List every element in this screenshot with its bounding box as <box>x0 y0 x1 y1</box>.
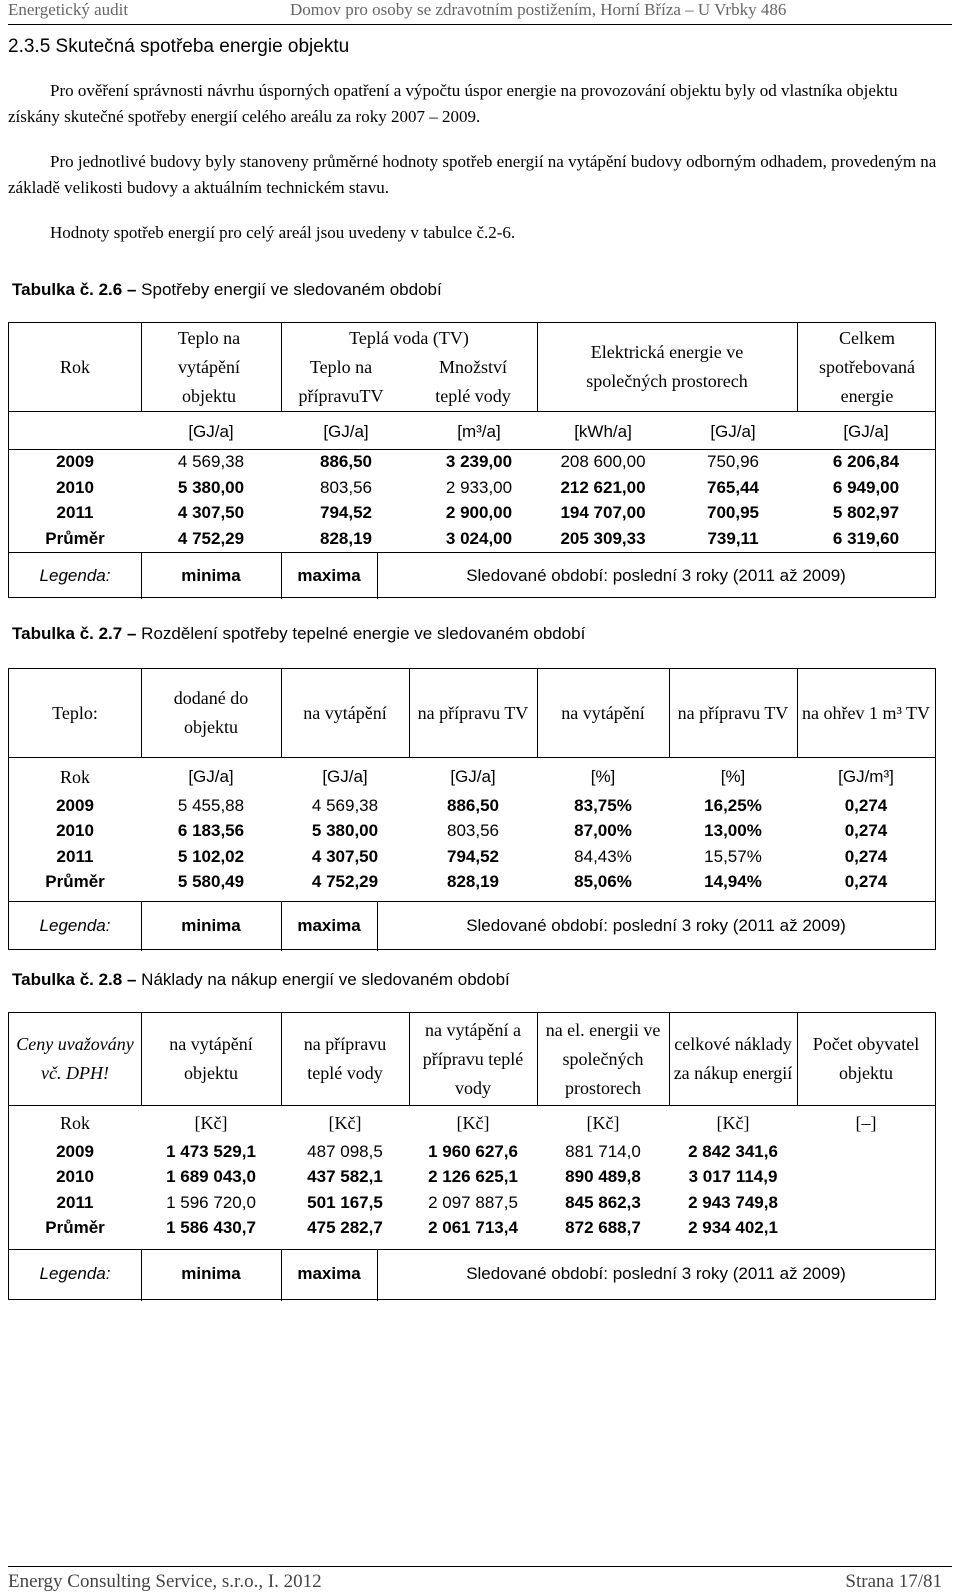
table-2-8-caption-dash: – <box>126 970 137 989</box>
unit-label: [kWh/a] <box>574 422 632 441</box>
t6-header-elektro: Elektrická energie ve společných prostorech <box>586 342 748 391</box>
table-cell: 739,11 <box>707 529 759 549</box>
table-cell: 4 307,50 <box>177 503 245 523</box>
unit-label: [Kč] <box>586 1112 620 1133</box>
table-cell: 845 862,3 <box>565 1192 641 1212</box>
unit-label: [%] <box>720 767 746 786</box>
table-cell: 2 933,00 <box>445 477 513 497</box>
column-header: na přípravu TV <box>677 702 789 723</box>
table-cell: 5 802,97 <box>832 503 900 523</box>
table-cell: 5 580,49 <box>177 872 245 892</box>
table-cell: 2 097 887,5 <box>428 1192 518 1212</box>
table-cell: 872 688,7 <box>565 1218 641 1238</box>
t7-legend-min: minima <box>181 916 241 935</box>
t7-header-rok: Rok <box>59 766 90 787</box>
table-cell: 487 098,5 <box>307 1141 383 1161</box>
table-cell: 1 473 529,1 <box>166 1141 256 1161</box>
table-cell: 205 309,33 <box>560 529 646 549</box>
row-year: 2011 <box>56 1192 94 1212</box>
unit-label: [GJ/a] <box>843 422 889 441</box>
table-cell: 828,19 <box>320 529 372 549</box>
table-cell: 794,52 <box>320 503 372 523</box>
table-2-7-caption <box>12 624 585 644</box>
table-cell: 765,44 <box>707 477 759 497</box>
table-cell: 14,94% <box>704 872 762 892</box>
column-header: celkové náklady za nákup energií <box>673 1034 793 1083</box>
t7-legend-period: Sledované období: poslední 3 roky (2011 až 2009) <box>466 916 846 935</box>
unit-label: [Kč] <box>328 1112 362 1133</box>
paragraph-3: Hodnoty spotřeb energií pro celý areál jsou uvedeny v tabulce č.2-6. <box>50 223 516 242</box>
footer-right: Strana 17/81 <box>845 1571 942 1592</box>
table-2-6-caption-text: Spotřeby energií ve sledovaném období <box>141 280 442 299</box>
footer-divider <box>8 1566 952 1567</box>
row-year: 2009 <box>56 1141 94 1161</box>
table-cell: 0,274 <box>844 795 888 815</box>
t6-header-teplo: Teplo na vytápění objektu <box>177 327 241 406</box>
row-year: Průměr <box>45 529 105 549</box>
table-cell: 6 319,60 <box>832 529 900 549</box>
unit-label: [GJ/a] <box>450 767 496 786</box>
table-cell <box>797 1139 935 1165</box>
table-cell <box>797 1165 935 1191</box>
table-cell: 1 596 720,0 <box>166 1192 256 1212</box>
t8-legend-period: Sledované období: poslední 3 roky (2011 až 2009) <box>466 1264 846 1283</box>
table-2-7-caption-number: Tabulka č. 2.7 <box>12 624 123 643</box>
t6-header-tv-priprava: Teplo na přípravuTV <box>298 357 384 406</box>
unit-label: [Kč] <box>194 1112 228 1133</box>
table-cell: 794,52 <box>447 846 499 866</box>
t6-legend-period: Sledované období: poslední 3 roky (2011 až 2009) <box>466 566 846 585</box>
row-year: Průměr <box>45 1218 105 1238</box>
paragraph-2: Pro jednotlivé budovy byly stanoveny průměrné hodnoty spotřeb energií na vytápění budovy odborným odhadem, provedeným na základě velikosti budovy a aktuálním technickém stavu. <box>8 152 937 197</box>
table-cell: 4 307,50 <box>311 846 379 866</box>
header-divider <box>8 24 952 25</box>
unit-label: [GJ/m³] <box>838 767 894 786</box>
table-cell: 803,56 <box>320 477 372 497</box>
table-cell: 5 455,88 <box>177 795 245 815</box>
unit-label: [–] <box>855 1112 877 1133</box>
table-cell: 83,75% <box>574 795 632 815</box>
t8-legend-min: minima <box>181 1264 241 1283</box>
table-2-8-caption-number: Tabulka č. 2.8 <box>12 970 123 989</box>
column-header: na ohřev 1 m³ TV <box>801 702 931 723</box>
table-2-6 <box>8 322 936 598</box>
t6-legend-max: maxima <box>297 566 361 585</box>
column-header: na přípravu TV <box>417 702 529 723</box>
table-cell: 881 714,0 <box>565 1141 641 1161</box>
table-cell: 4 569,38 <box>177 451 245 471</box>
table-cell: 437 582,1 <box>307 1167 383 1187</box>
table-cell: 2 842 341,6 <box>688 1141 778 1161</box>
column-header: dodané do objektu <box>173 688 249 737</box>
row-year: 2011 <box>56 503 94 523</box>
table-cell: 2 126 625,1 <box>428 1167 518 1187</box>
row-year: 2010 <box>56 477 94 497</box>
table-cell: 2 061 713,4 <box>428 1218 518 1238</box>
t6-header-rok: Rok <box>59 356 90 377</box>
t7-legend-label: Legenda: <box>39 916 111 935</box>
table-cell: 2 934 402,1 <box>688 1218 778 1238</box>
table-2-7-caption-text: Rozdělení spotřeby tepelné energie ve sledovaném období <box>141 624 586 643</box>
t8-header-ceny: Ceny uvažovány vč. DPH! <box>16 1034 134 1083</box>
table-cell: 208 600,00 <box>560 451 646 471</box>
column-header: na vytápění a přípravu teplé vody <box>422 1019 524 1098</box>
table-cell: 890 489,8 <box>565 1167 641 1187</box>
table-2-7-caption-dash: – <box>126 624 137 643</box>
header-left: Energetický audit <box>8 0 129 19</box>
table-cell: 13,00% <box>704 821 762 841</box>
table-2-7 <box>8 668 936 950</box>
column-header: na vytápění <box>303 702 387 723</box>
unit-label: [Kč] <box>456 1112 490 1133</box>
table-cell: 6 183,56 <box>177 821 245 841</box>
t6-legend-min: minima <box>181 566 241 585</box>
t8-legend-max: maxima <box>297 1264 361 1283</box>
table-2-8-caption <box>12 970 510 990</box>
table-cell <box>797 1190 935 1216</box>
table-cell: 828,19 <box>447 872 499 892</box>
column-header: na vytápění <box>561 702 645 723</box>
section-heading <box>8 36 349 58</box>
footer-left: Energy Consulting Service, s.r.o., I. 2012 <box>8 1571 322 1592</box>
row-year: 2009 <box>56 795 94 815</box>
unit-label: [m³/a] <box>457 422 501 441</box>
table-cell: 501 167,5 <box>307 1192 383 1212</box>
table-cell: 194 707,00 <box>560 503 646 523</box>
column-header: Počet obyvatel objektu <box>812 1034 920 1083</box>
table-2-6-caption-dash: – <box>126 280 137 299</box>
table-cell: 0,274 <box>844 821 888 841</box>
table-cell: 85,06% <box>574 872 632 892</box>
table-cell: 84,43% <box>574 846 632 866</box>
table-cell: 3 239,00 <box>445 451 513 471</box>
t7-header-teplo: Teplo: <box>52 702 98 723</box>
unit-label: [%] <box>590 767 616 786</box>
table-cell: 2 943 749,8 <box>688 1192 778 1212</box>
table-cell: 4 752,29 <box>311 872 379 892</box>
unit-label: [GJ/a] <box>710 422 756 441</box>
t8-legend-label: Legenda: <box>39 1264 111 1283</box>
table-cell: 6 949,00 <box>832 477 900 497</box>
table-cell: 803,56 <box>447 821 499 841</box>
table-cell: 1 689 043,0 <box>166 1167 256 1187</box>
row-year: 2010 <box>56 821 94 841</box>
column-header: na přípravu teplé vody <box>303 1034 387 1083</box>
unit-label: [GJ/a] <box>188 767 234 786</box>
table-cell: 886,50 <box>447 795 499 815</box>
table-cell: 15,57% <box>704 846 762 866</box>
table-cell: 6 206,84 <box>832 451 900 471</box>
unit-label: [GJ/a] <box>188 422 234 441</box>
unit-label: [GJ/a] <box>323 422 369 441</box>
row-year: Průměr <box>45 872 105 892</box>
table-cell <box>797 1216 935 1242</box>
table-2-6-caption <box>12 280 442 300</box>
table-cell: 5 380,00 <box>311 821 379 841</box>
t6-header-celkem: Celkem spotřebovaná energie <box>819 327 915 406</box>
table-cell: 3 017 114,9 <box>688 1167 778 1187</box>
table-cell: 4 752,29 <box>177 529 245 549</box>
table-cell: 5 102,02 <box>177 846 245 866</box>
t6-header-tv: Teplá voda (TV) <box>349 327 469 348</box>
unit-label: [Kč] <box>716 1112 750 1133</box>
section-title: Skutečná spotřeba energie objektu <box>55 36 350 57</box>
row-year: 2010 <box>56 1167 94 1187</box>
table-cell: 750,96 <box>707 451 759 471</box>
t8-header-rok: Rok <box>59 1112 90 1133</box>
table-2-6-caption-number: Tabulka č. 2.6 <box>12 280 123 299</box>
table-2-8 <box>8 1012 936 1300</box>
paragraph-1: Pro ověření správnosti návrhu úsporných opatření a výpočtu úspor energie na provozování objektu byly od vlastníka objektu získány skutečné spotřeby energií celého areálu za roky 2007 – 2009. <box>8 81 898 126</box>
section-number: 2.3.5 <box>8 36 51 57</box>
table-cell: 700,95 <box>707 503 759 523</box>
table-cell: 2 900,00 <box>445 503 513 523</box>
table-cell: 0,274 <box>844 846 888 866</box>
t7-legend-max: maxima <box>297 916 361 935</box>
t6-legend-label: Legenda: <box>39 566 111 585</box>
table-cell: 886,50 <box>320 451 372 471</box>
row-year: 2009 <box>56 451 94 471</box>
t6-header-tv-mnozstvi: Množství teplé vody <box>435 357 511 406</box>
row-year: 2011 <box>56 846 94 866</box>
table-cell: 3 024,00 <box>445 529 513 549</box>
table-cell: 87,00% <box>574 821 632 841</box>
table-cell: 475 282,7 <box>307 1218 383 1238</box>
column-header: na vytápění objektu <box>169 1034 253 1083</box>
table-cell: 0,274 <box>844 872 888 892</box>
table-cell: 1 960 627,6 <box>428 1141 518 1161</box>
table-cell: 1 586 430,7 <box>166 1218 256 1238</box>
table-2-8-caption-text: Náklady na nákup energií ve sledovaném období <box>141 970 510 989</box>
table-cell: 4 569,38 <box>311 795 379 815</box>
header-right: Domov pro osoby se zdravotním postižením, Horní Bříza – U Vrbky 486 <box>290 0 787 19</box>
column-header: na el. energii ve společných prostorech <box>545 1019 661 1098</box>
table-cell: 16,25% <box>704 795 762 815</box>
table-cell: 5 380,00 <box>177 477 245 497</box>
table-cell: 212 621,00 <box>560 477 646 497</box>
unit-label: [GJ/a] <box>322 767 368 786</box>
